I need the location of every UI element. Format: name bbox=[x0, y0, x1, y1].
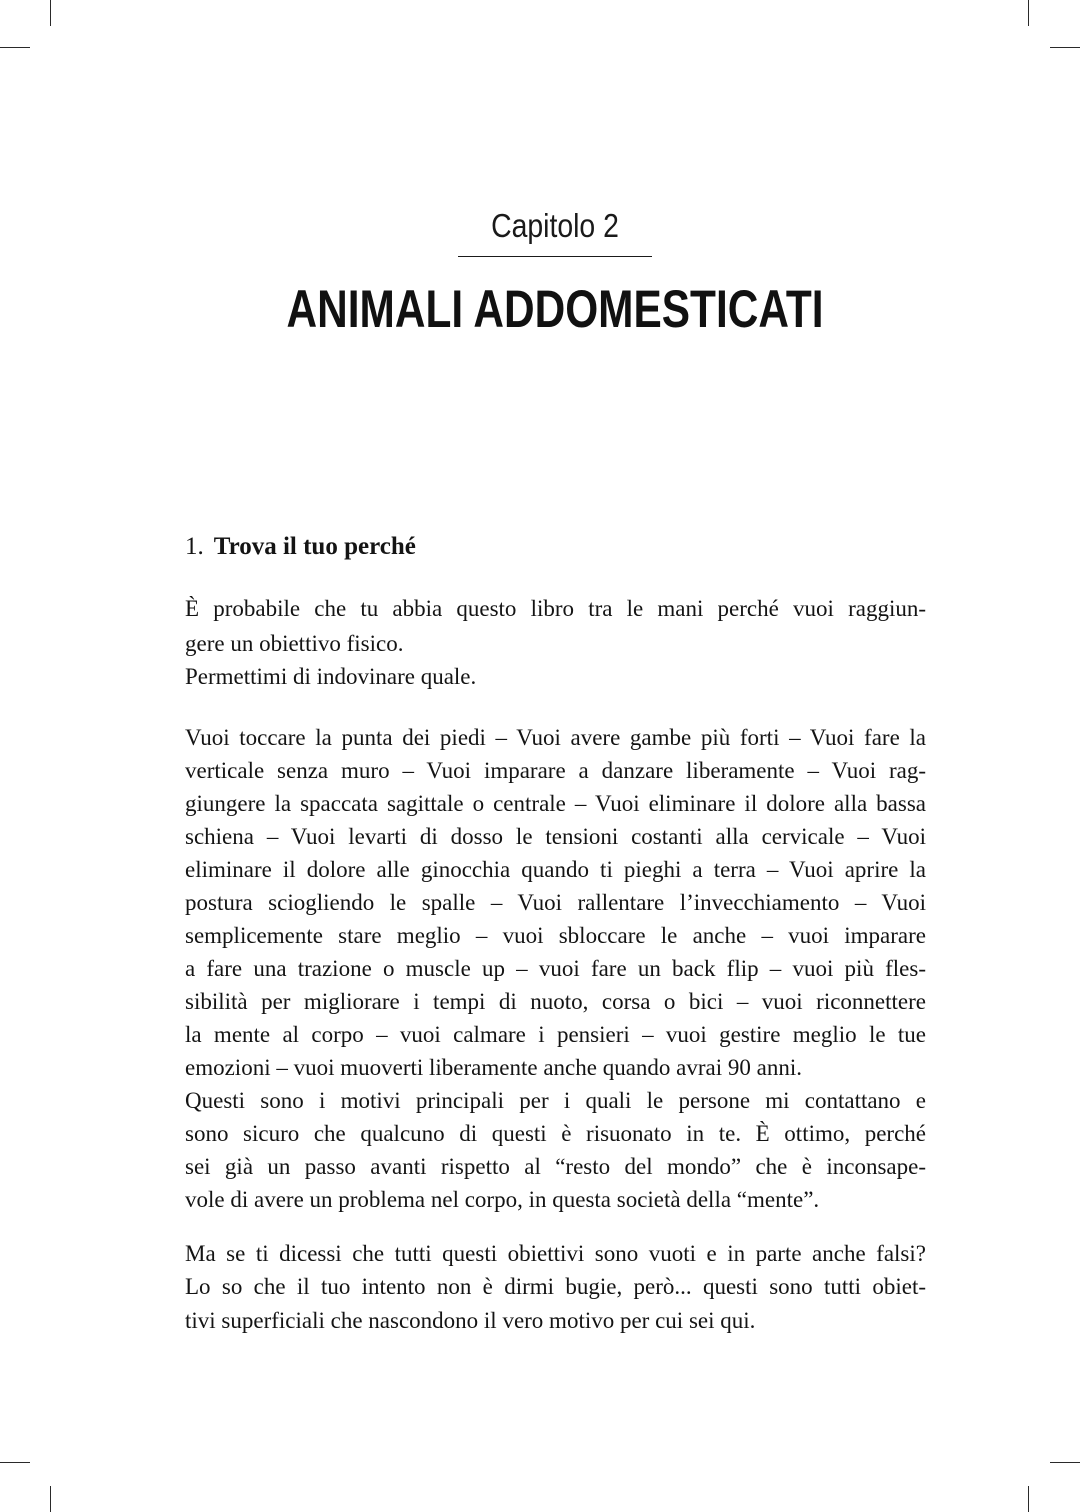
body-line: semplicemente stare meglio – vuoi sbloccare le anche – vuoi imparare bbox=[185, 923, 926, 948]
body-line: sei già un passo avanti rispetto al “resto del mondo” che è inconsape- bbox=[185, 1154, 926, 1179]
body-line: eliminare il dolore alle ginocchia quando ti pieghi a terra – Vuoi aprire la bbox=[185, 857, 926, 882]
body-line: È probabile che tu abbia questo libro tra le mani perché vuoi raggiun- bbox=[185, 596, 926, 621]
body-line: a fare una trazione o muscle up – vuoi fare un back flip – vuoi più fles- bbox=[185, 956, 926, 981]
body-line: gere un obiettivo fisico. bbox=[185, 631, 404, 656]
body-line: tivi superficiali che nascondono il vero motivo per cui sei qui. bbox=[185, 1308, 756, 1333]
body-line: Ma se ti dicessi che tutti questi obiettivi sono vuoti e in parte anche falsi? bbox=[185, 1241, 926, 1266]
crop-mark-top-right bbox=[1028, 0, 1029, 26]
crop-mark-bottom-right bbox=[1028, 1486, 1029, 1512]
body-line: sibilità per migliorare i tempi di nuoto, corsa o bici – vuoi riconnettere bbox=[185, 989, 926, 1014]
body-line: emozioni – vuoi muoverti liberamente anche quando avrai 90 anni. bbox=[185, 1055, 802, 1080]
crop-mark-bottom-left bbox=[50, 1486, 51, 1512]
crop-mark-bottom-left bbox=[0, 1462, 30, 1463]
section-number: 1. bbox=[185, 533, 204, 560]
crop-mark-top-right bbox=[1050, 47, 1080, 48]
body-line: postura sciogliendo le spalle – Vuoi rallentare l’invecchiamento – Vuoi bbox=[185, 890, 926, 915]
body-line: sono sicuro che qualcuno di questi è risuonato in te. È ottimo, perché bbox=[185, 1121, 926, 1146]
body-line: giungere la spaccata sagittale o centrale – Vuoi eliminare il dolore alla bassa bbox=[185, 791, 926, 816]
body-line: schiena – Vuoi levarti di dosso le tensioni costanti alla cervicale – Vuoi bbox=[185, 824, 926, 849]
body-line: la mente al corpo – vuoi calmare i pensieri – vuoi gestire meglio le tue bbox=[185, 1022, 926, 1047]
chapter-title: ANIMALI ADDOMESTICATI bbox=[286, 280, 824, 339]
section-heading bbox=[185, 533, 416, 561]
chapter-rule bbox=[458, 256, 652, 257]
body-line: Lo so che il tuo intento non è dirmi bugie, però... questi sono tutti obiet- bbox=[185, 1274, 926, 1299]
body-line: vole di avere un problema nel corpo, in questa società della “mente”. bbox=[185, 1187, 820, 1212]
body-line: Questi sono i motivi principali per i quali le persone mi contattano e bbox=[185, 1088, 926, 1113]
crop-mark-top-left bbox=[0, 47, 30, 48]
chapter-label: Capitolo 2 bbox=[491, 207, 619, 244]
body-line: Permettimi di indovinare quale. bbox=[185, 664, 477, 689]
crop-mark-top-left bbox=[50, 0, 51, 26]
section-title: Trova il tuo perché bbox=[213, 533, 416, 560]
body-line: Vuoi toccare la punta dei piedi – Vuoi avere gambe più forti – Vuoi fare la bbox=[185, 725, 926, 750]
body-line: verticale senza muro – Vuoi imparare a danzare liberamente – Vuoi rag- bbox=[185, 758, 926, 783]
crop-mark-bottom-right bbox=[1050, 1462, 1080, 1463]
